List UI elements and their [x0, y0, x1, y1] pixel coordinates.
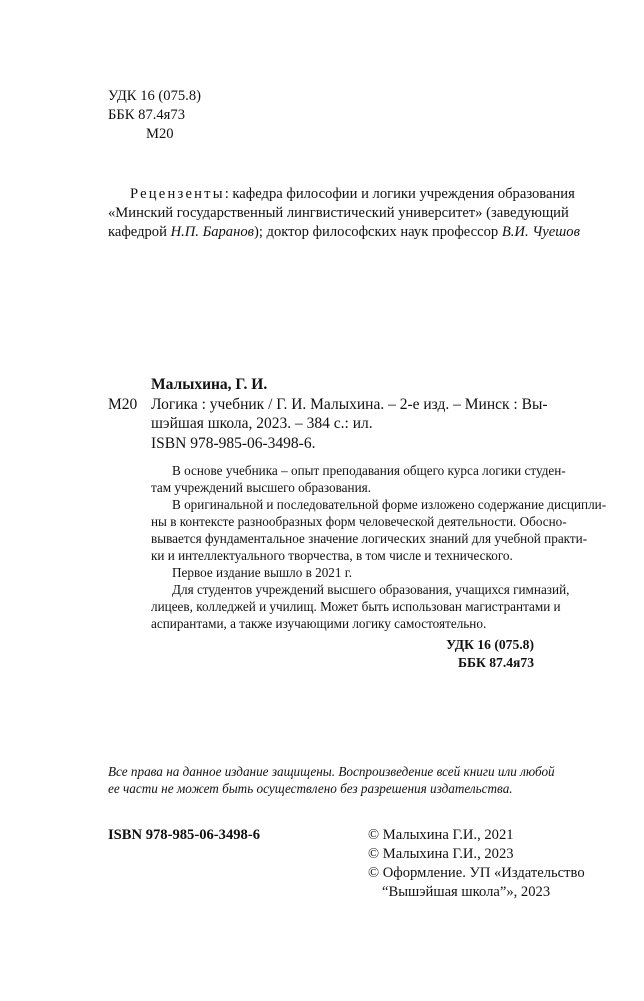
copyright-line-2: © Малыхина Г.И., 2023	[368, 846, 514, 862]
reviewer-name-1: Н.П. Баранов	[170, 224, 254, 240]
rights-line-1: Все права на данное издание защищены. Воспроизведение всей книги или любой	[108, 764, 555, 779]
catalog-line-1: Логика : учебник / Г. И. Малыхина. – 2-е изд. – Минск : Вы-	[151, 396, 548, 413]
copyright-line-3: © Оформление. УП «Издательство	[368, 865, 585, 881]
annotation-p2-l2: ны в контексте разнообразных форм человеческой деятельности. Обосно-	[151, 514, 567, 529]
annotation-p2-l4: ки и интеллектуального творчества, в том числе и технического.	[151, 548, 513, 563]
reviewers-label: Рецензенты	[130, 186, 225, 202]
catalog-author: Малыхина, Г. И.	[151, 376, 268, 393]
annotation-p4-l2: лицеев, колледжей и училищ. Может быть использован магистрантами и	[151, 599, 561, 614]
reviewers-line-1	[130, 185, 575, 203]
bbk-code-bottom: ББК 87.4я73	[458, 655, 534, 670]
reviewers-line-3	[108, 223, 580, 241]
footer-isbn: ISBN 978-985-06-3498-6	[108, 827, 261, 843]
reviewers-line-1-rest: : кафедра философии и логики учреждения образования	[224, 186, 575, 202]
catalog-line-2: шэйшая школа, 2023. – 384 с.: ил.	[151, 415, 373, 432]
annotation-p2-l3: вывается фундаментальное значение логических знаний для учебной практи-	[151, 531, 588, 546]
copyright-line-4: “Вышэйшая школа”», 2023	[382, 884, 551, 900]
annotation-p2-l1: В оригинальной и последовательной форме изложено содержание дисципли-	[172, 497, 607, 512]
reviewers-line-3-b: ); доктор философских наук профессор	[253, 224, 502, 240]
copyright-line-1: © Малыхина Г.И., 2021	[368, 827, 514, 843]
catalog-isbn: ISBN 978-985-06-3498-6.	[151, 435, 316, 452]
annotation-p4-l3: аспирантами, а также изучающими логику самостоятельно.	[151, 616, 487, 631]
reviewer-name-2: В.И. Чуешов	[501, 224, 580, 240]
annotation-p3-l1: Первое издание вышло в 2021 г.	[172, 565, 352, 580]
annotation-p1-l2: там учреждений высшего образования.	[151, 480, 372, 495]
reviewers-line-2: «Минский государственный лингвистический университет» (заведующий	[108, 205, 569, 221]
rights-line-2: ее части не может быть осуществлено без разрешения издательства.	[108, 781, 513, 796]
author-mark-top: М20	[146, 126, 174, 142]
catalog-mark: М20	[108, 396, 138, 413]
udk-code-bottom: УДК 16 (075.8)	[446, 637, 534, 652]
reviewers-line-3-a: кафедрой	[108, 224, 171, 240]
udk-code-top: УДК 16 (075.8)	[108, 88, 201, 104]
annotation-p4-l1: Для студентов учреждений высшего образования, учащихся гимназий,	[172, 582, 570, 597]
bbk-code-top: ББК 87.4я73	[108, 107, 185, 123]
annotation-p1-l1: В основе учебника – опыт преподавания общего курса логики студен-	[172, 463, 566, 478]
